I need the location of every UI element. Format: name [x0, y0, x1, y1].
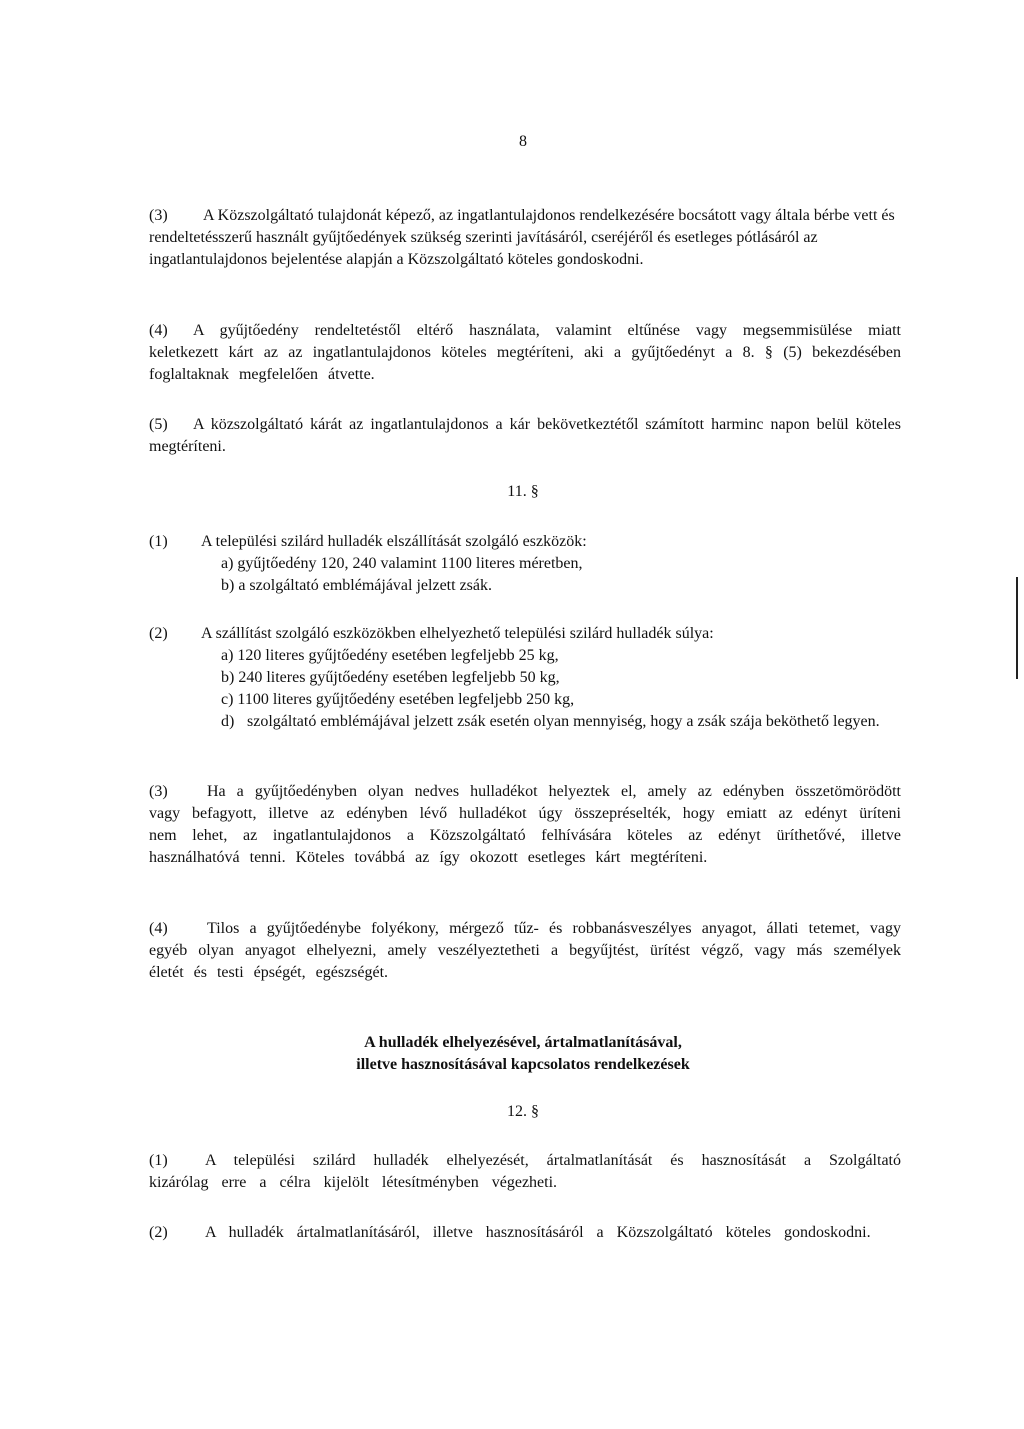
paragraph-text: A Közszolgáltató tulajdonát képező, az ingatlantulajdonos rendelkezésére bocsátott vagy általa bérbe vett és rendeltetésszerű használt gyűjtőedények szükség szerinti javításáról, cseréjéről és esetleges pótlásáról az ingatlantulajdonos bejelentése alapján a Közszolgáltató köteles gondoskodni. [149, 207, 895, 268]
paragraph-11-4 [149, 918, 901, 984]
paragraph-12-2 [149, 1222, 901, 1244]
paragraph-text: A települési szilárd hulladék elszállítását szolgáló eszközök: [201, 533, 587, 550]
paragraph-text: A hulladék ártalmatlanításáról, illetve hasznosításáról a Közszolgáltató köteles gondoskodni. [205, 1224, 871, 1241]
paragraph-number: (3) [149, 207, 168, 224]
page-number: 8 [519, 133, 527, 150]
paragraph-text: Tilos a gyűjtőedénybe folyékony, mérgező tűz- és robbanásveszélyes anyagot, állati tetemet, vagy egyéb olyan anyagot elhelyezni, amely veszélyeztetheti a begyűjtést, ürítést végző, vagy más személyek életét és testi épségét, egészségét. [149, 920, 901, 981]
section-11-title: 11. § [507, 483, 539, 500]
list-item: a) 120 literes gyűjtőedény esetében legfeljebb 25 kg, [221, 647, 559, 664]
section-12-title: 12. § [507, 1103, 539, 1120]
paragraph-text: A szállítást szolgáló eszközökben elhelyezhető települési szilárd hulladék súlya: [201, 625, 714, 642]
section-heading-line-1: A hulladék elhelyezésével, ártalmatlanításával, [364, 1034, 682, 1051]
weight-list [201, 645, 901, 711]
list-item: c) 1100 literes gyűjtőedény esetében legfeljebb 250 kg, [221, 691, 575, 708]
paragraph-12-1 [149, 1150, 901, 1194]
paragraph-number: (4) [149, 920, 168, 937]
list-item: b) 240 literes gyűjtőedény esetében legfeljebb 50 kg, [221, 669, 560, 686]
paragraph-number: (5) [149, 416, 168, 433]
paragraph-text: Ha a gyűjtőedényben olyan nedves hulladékot helyeztek el, amely az edényben összetömörödött vagy befagyott, illetve az edényben lévő hulladékot úgy összepréselték, hogy emiatt az edényt üríteni nem lehet, az ingatlantulajdonos a Közszolgáltató felhívására köteles az edényt üríthetővé, illetve használhatóvá tenni. Köteles továbbá az így okozott esetleges kárt megtéríteni. [149, 783, 901, 866]
scan-edge-line [1016, 577, 1018, 679]
paragraph-number: (1) [149, 1152, 168, 1169]
tools-list [201, 553, 901, 597]
list-item: a) gyűjtőedény 120, 240 valamint 1100 literes méretben, [221, 555, 583, 572]
paragraph-10-5 [149, 414, 901, 458]
list-item-text: szolgáltató emblémájával jelzett zsák esetén olyan mennyiség, hogy a zsák szája beköthető legyen. [247, 713, 880, 730]
paragraph-number: (2) [149, 1224, 168, 1241]
list-item-d [221, 711, 901, 733]
paragraph-11-2 [149, 623, 901, 645]
paragraph-10-3 [149, 205, 901, 271]
list-item: b) a szolgáltató emblémájával jelzett zsák. [221, 577, 492, 594]
paragraph-text: A gyűjtőedény rendeltetéstől eltérő használata, valamint eltűnése vagy megsemmisülése miatt keletkezett kárt az az ingatlantulajdonos köteles megtéríteni, aki a gyűjtőedényt a 8. § (5) bekezdésében foglaltaknak megfelelően átvette. [149, 322, 901, 383]
list-item-label: d) [221, 713, 235, 730]
paragraph-text: A közszolgáltató kárát az ingatlantulajdonos a kár bekövetkeztétől számított harminc napon belül köteles megtéríteni. [149, 416, 901, 455]
paragraph-text: A települési szilárd hulladék elhelyezését, ártalmatlanítását és hasznosítását a Szolgáltató kizárólag erre a célra kijelölt létesítményben végezheti. [149, 1152, 901, 1191]
paragraph-11-1 [149, 531, 901, 553]
paragraph-number: (1) [149, 533, 168, 550]
paragraph-number: (3) [149, 783, 168, 800]
paragraph-number: (4) [149, 322, 168, 339]
paragraph-number: (2) [149, 625, 168, 642]
paragraph-11-3 [149, 781, 901, 869]
paragraph-10-4 [149, 320, 901, 386]
section-heading-line-2: illetve hasznosításával kapcsolatos rendelkezések [356, 1056, 690, 1073]
